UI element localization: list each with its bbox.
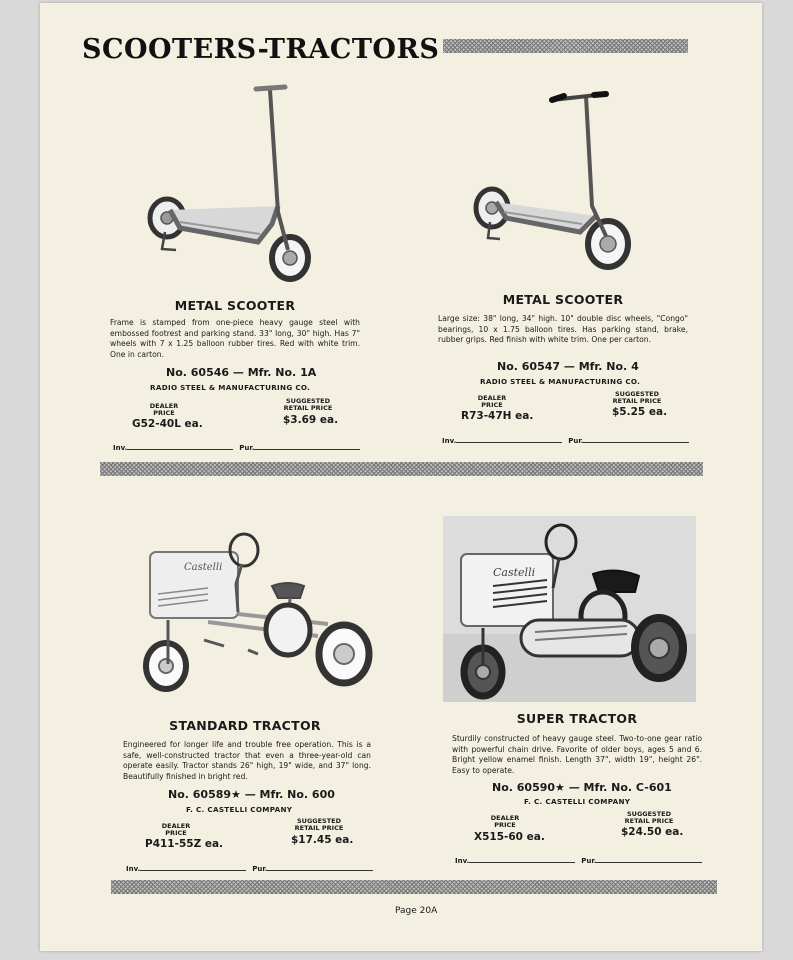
manufacturer: RADIO STEEL & MANUFACTURING CO. [150,383,311,392]
dealer-price-label: DEALER PRICE [490,814,520,829]
castelli-brand-text: Castelli [493,566,536,579]
dealer-price-label: DEALER PRICE [149,402,179,417]
catalog-number: No. 60547 — Mfr. No. 4 [497,360,639,373]
inventory-line [442,437,689,445]
retail-price-label: SUGGESTED RETAIL PRICE [294,817,344,832]
pur-rule [596,861,702,863]
product-description: Engineered for longer life and trouble free operation. This is a safe, well-constructed tractor that even a three-year-old can operate easily. Tractor stands 26" high, 19" wide, and 37" long. Beautifully finished in bright red. [123,740,371,781]
retail-price-label: SUGGESTED RETAIL PRICE [283,397,333,412]
inv-rule [469,861,575,863]
heading-rule [443,39,688,53]
inv-label: Inv. [442,437,457,445]
retail-price: $3.69 ea. [283,414,339,426]
page-number: Page 20A [395,906,438,916]
dealer-price: R73-47H ea. [461,410,534,422]
catalog-number: No. 60546 — Mfr. No. 1A [166,366,317,379]
dealer-price: G52-40L ea. [132,418,203,430]
product-title: METAL SCOOTER [502,292,624,307]
manufacturer: RADIO STEEL & MANUFACTURING CO. [480,377,641,386]
dealer-price-label: DEALER PRICE [477,394,507,409]
standard-tractor-photo [138,524,378,699]
retail-price: $5.25 ea. [612,406,668,418]
super-tractor-photo [443,516,696,702]
pur-rule [254,448,360,450]
retail-price-label: SUGGESTED RETAIL PRICE [612,390,662,405]
product-title: STANDARD TRACTOR [169,718,321,733]
pur-rule [583,441,689,443]
page-heading: SCOOTERS-TRACTORS [82,34,440,65]
catalog-number: No. 60590★ — Mfr. No. C-601 [492,781,672,794]
product-title: METAL SCOOTER [174,298,296,313]
product-description: Large size: 38" long, 34" high. 10" double disc wheels, "Congo" bearings, 10 x 1.75 balloon tires. Has parking stand, brake, rubber grips. Red finish with white trim. One per carton. [438,314,688,344]
product-description: Sturdily constructed of heavy gauge steel. Two-to-one gear ratio with powerful chain drive. Favorite of older boys, ages 5 and 6. Bright yellow enamel finish. Length 37", width 19", height 26". Easy to operate. [452,734,702,775]
manufacturer: F. C. CASTELLI COMPANY [186,805,293,814]
scooter-4-photo [468,86,638,276]
inv-label: Inv. [113,444,128,452]
inv-rule [127,448,233,450]
pur-label: Pur. [568,437,584,445]
pur-rule [267,869,373,871]
inv-label: Inv. [126,865,141,873]
inv-label: Inv. [455,857,470,865]
bottom-divider [111,880,717,894]
product-description: Frame is stamped from one-piece heavy gauge steel with embossed footrest and parking stand. 33" long, 30" high. Has 7" wheels with 7 x 1.25 balloon rubber tires. Red with white trim. One in carton. [110,318,360,359]
section-divider [100,462,703,476]
dealer-price-label: DEALER PRICE [161,822,191,837]
inv-rule [140,869,246,871]
castelli-brand-text: Castelli [184,562,223,573]
retail-price: $17.45 ea. [291,834,354,846]
retail-price-label: SUGGESTED RETAIL PRICE [624,810,674,825]
product-title: SUPER TRACTOR [516,711,638,726]
dealer-price: X515-60 ea. [474,831,545,843]
dealer-price: P411-55Z ea. [145,838,224,850]
manufacturer: F. C. CASTELLI COMPANY [524,797,631,806]
inv-rule [456,441,562,443]
pur-label: Pur. [581,857,597,865]
retail-price: $24.50 ea. [621,826,684,838]
inventory-line [113,444,360,452]
inventory-line [126,865,373,873]
pur-label: Pur. [239,444,255,452]
pur-label: Pur. [252,865,268,873]
inventory-line [455,857,702,865]
catalog-number: No. 60589★ — Mfr. No. 600 [168,788,335,801]
scooter-1a-photo [140,82,330,287]
